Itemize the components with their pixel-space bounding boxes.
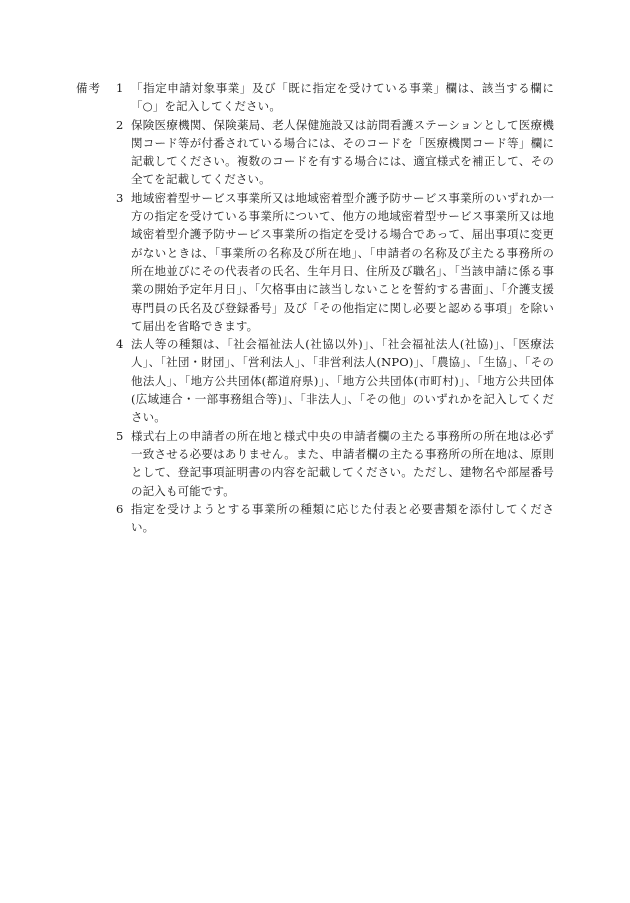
- note-number: 5: [116, 428, 124, 443]
- note-item-6: [116, 500, 554, 537]
- note-item-4: [116, 335, 554, 426]
- note-number: 2: [116, 117, 124, 132]
- note-item-3: [116, 189, 554, 335]
- note-item-1: [116, 79, 554, 116]
- note-number: 3: [116, 190, 124, 205]
- note-number: 1: [116, 81, 124, 95]
- note-item-5: [116, 427, 554, 500]
- note-text: 法人等の種類は、「社会福祉法人(社協以外)」、「社会福祉法人(社協)」、「医療法人」、「社団・財団」、「営利法人」、「非営利法人(NPO)」、「農協」、「生協」、「その他法人」、「地方公共団体(都道府県)」、「地方公共団体(市町村)」、「地方公共団体(広域連合・一部事務組合等)」、「非法人」、「その他」のいずれかを記入してください。: [131, 337, 554, 425]
- note-item-2: [116, 116, 554, 189]
- notes-list: [116, 79, 554, 536]
- note-number: 4: [116, 337, 124, 352]
- note-number: 6: [116, 501, 124, 516]
- note-text: 地域密着型サービス事業所又は地域密着型介護予防サービス事業所のいずれか一方の指定を受けている事業所について、他方の地域密着型サービス事業所又は地域密着型介護予防サービス事業所の指定を受ける場合であって、届出事項に変更がないときは、「事業所の名称及び所在地」、「申請者の名称及び主たる事務所の所在地並びにその代表者の氏名、生年月日、住所及び職名」、「当該申請に係る事業の開始予定年月日」、「欠格事由に該当しないことを誓約する書面」、「介護支援専門員の氏名及び登録番号」及び「その他指定に関し必要と認める事項」を除いて届出を省略できます。: [131, 190, 554, 333]
- notes-label: 備考: [76, 81, 101, 95]
- note-text: 様式右上の申請者の所在地と様式中央の申請者欄の主たる事務所の所在地は必ず一致させる必要はありません。また、申請者欄の主たる事務所の所在地は、原則として、登記事項証明書の内容を記載してください。ただし、建物名や部屋番号の記入も可能です。: [131, 428, 554, 498]
- note-text: 保険医療機関、保険薬局、老人保健施設又は訪問看護ステーションとして医療機関コード等が付番されている場合には、そのコードを「医療機関コード等」欄に記載してください。複数のコードを有する場合には、適宜様式を補正して、その全てを記載してください。: [131, 117, 554, 187]
- note-text: 指定を受けようとする事業所の種類に応じた付表と必要書類を添付してください。: [131, 501, 554, 535]
- note-text: 「指定申請対象事業」及び「既に指定を受けている事業」欄は、該当する欄に「○」を記入してください。: [131, 81, 554, 114]
